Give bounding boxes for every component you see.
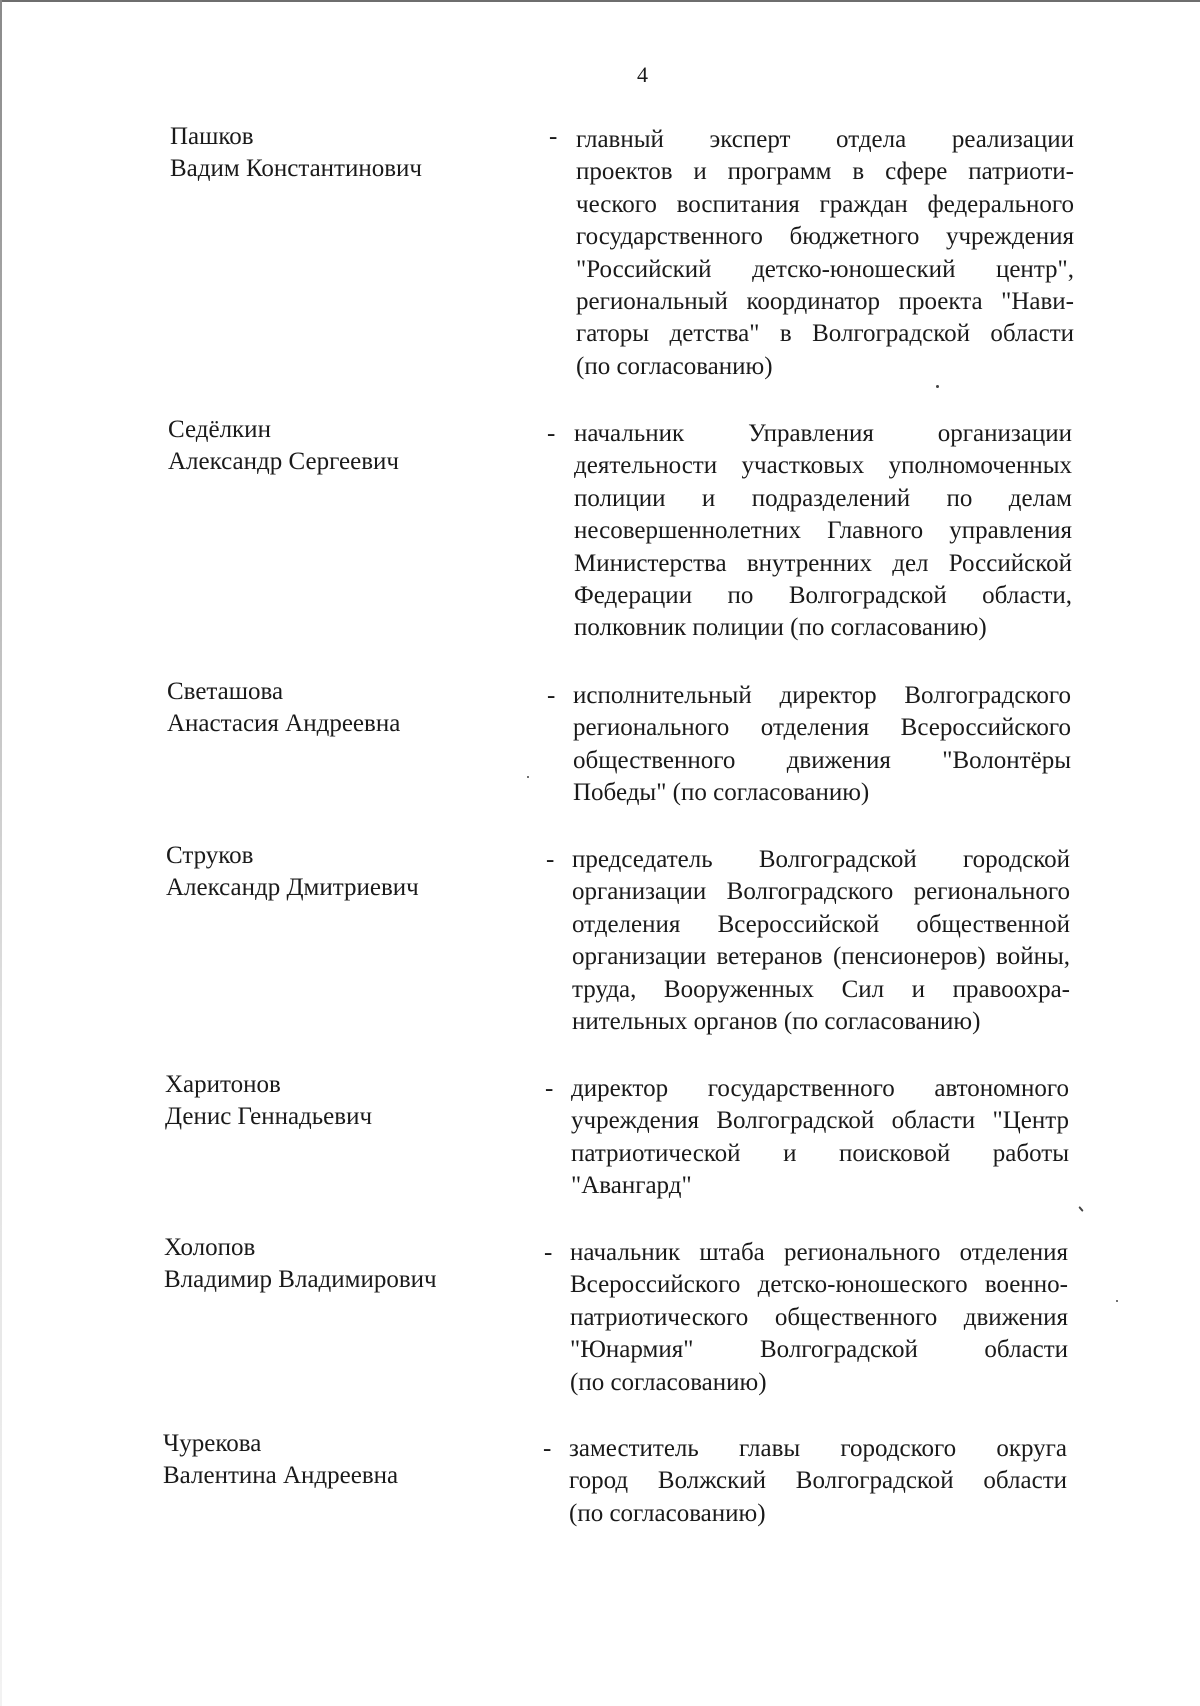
position-line: Победы" (по согласованию) [573,779,870,807]
member-position [574,418,1072,645]
member-given-names: Александр Дмитриевич [166,873,419,901]
member-position [570,1237,1068,1399]
member-name [163,1428,523,1491]
member-surname: Струков [166,842,254,869]
position-line: регионального отделения Всероссийского [573,714,1071,742]
entry-dash: - [543,1435,552,1462]
page-number: 4 [637,62,648,87]
entry-dash: - [547,682,556,709]
position-line: (по согласованию) [569,1499,766,1527]
member-surname: Чурекова [163,1430,262,1457]
member-given-names: Александр Сергеевич [168,447,399,475]
member-name [165,1069,525,1132]
position-line: директор государственного автономного [571,1075,1069,1102]
member-surname: Седёлкин [168,416,271,443]
member-name [164,1232,524,1295]
position-line: патриотического общественного движения [570,1303,1068,1331]
scan-edge-top [0,0,1200,2]
member-surname: Пашков [170,123,254,150]
member-name [170,121,530,184]
scan-speck [527,776,529,778]
position-line: Министерства внутренних дел Российской [574,549,1072,577]
position-line: председатель Волгоградской городской [572,846,1070,873]
position-line: региональный координатор проекта "Нави- [576,288,1074,316]
scan-speck [1078,1206,1083,1212]
member-position [576,124,1074,383]
position-line: деятельности участковых уполномоченных [574,452,1072,480]
position-line: главный эксперт отдела реализации [576,126,1074,153]
member-surname: Холопов [164,1234,256,1261]
member-position [572,844,1070,1038]
position-line: начальник штаба регионального отделения [570,1239,1068,1266]
position-line: общественного движения "Волонтёры [573,746,1071,774]
position-line: начальник Управления организации [574,420,1072,447]
position-line: (по согласованию) [570,1368,767,1396]
position-line: Всероссийского детско-юношеского военно- [570,1271,1068,1299]
position-line: несовершеннолетних Главного управления [574,517,1072,545]
member-given-names: Денис Геннадьевич [165,1102,373,1130]
member-name [168,414,528,477]
position-line: "Авангард" [571,1172,692,1200]
scan-edge-left [0,0,2,1706]
position-line: отделения Всероссийской общественной [572,910,1070,938]
position-line: труда, Вооруженных Сил и правоохра- [572,975,1070,1003]
member-given-names: Валентина Андреевна [163,1461,399,1489]
position-line: проектов и программ в сфере патриоти- [576,158,1074,186]
position-line: "Юнармия" Волгоградской области [570,1336,1068,1364]
member-given-names: Владимир Владимирович [164,1265,437,1293]
position-line: исполнительный директор Волгоградского [573,682,1071,709]
position-line: патриотической и поисковой работы [571,1139,1069,1167]
position-line: (по согласованию) [576,352,773,380]
entry-dash: - [546,846,555,873]
scan-speck [936,385,939,388]
member-position [571,1073,1069,1203]
position-line: гаторы детства" в Волгоградской области [576,320,1074,348]
member-given-names: Вадим Константинович [170,154,422,182]
entry-dash: - [547,420,556,447]
member-name [166,840,526,903]
member-surname: Харитонов [165,1071,281,1098]
position-line: Федерации по Волгоградской области, [574,582,1072,610]
position-line: полковник полиции (по согласованию) [574,614,987,642]
member-surname: Светашова [167,678,284,705]
position-line: нительных органов (по согласованию) [572,1008,981,1036]
member-position [573,680,1071,810]
position-line: учреждения Волгоградской области "Центр [571,1107,1069,1135]
entry-dash: - [544,1239,553,1266]
entry-dash: - [545,1075,554,1102]
position-line: ческого воспитания граждан федерального [576,190,1074,218]
member-name [167,676,527,739]
position-line: заместитель главы городского округа [569,1435,1067,1462]
position-line: "Российский детско-юношеский центр", [576,255,1074,283]
position-line: организации ветеранов (пенсионеров) войны, [572,943,1070,971]
member-given-names: Анастасия Андреевна [167,709,401,737]
position-line: полиции и подразделений по делам [574,484,1072,512]
position-line: организации Волгоградского регионального [572,878,1070,906]
position-line: государственного бюджетного учреждения [576,223,1074,251]
scan-speck [1116,1300,1118,1302]
entry-dash: - [549,123,558,150]
member-position [569,1433,1067,1530]
position-line: город Волжский Волгоградской области [569,1467,1067,1495]
